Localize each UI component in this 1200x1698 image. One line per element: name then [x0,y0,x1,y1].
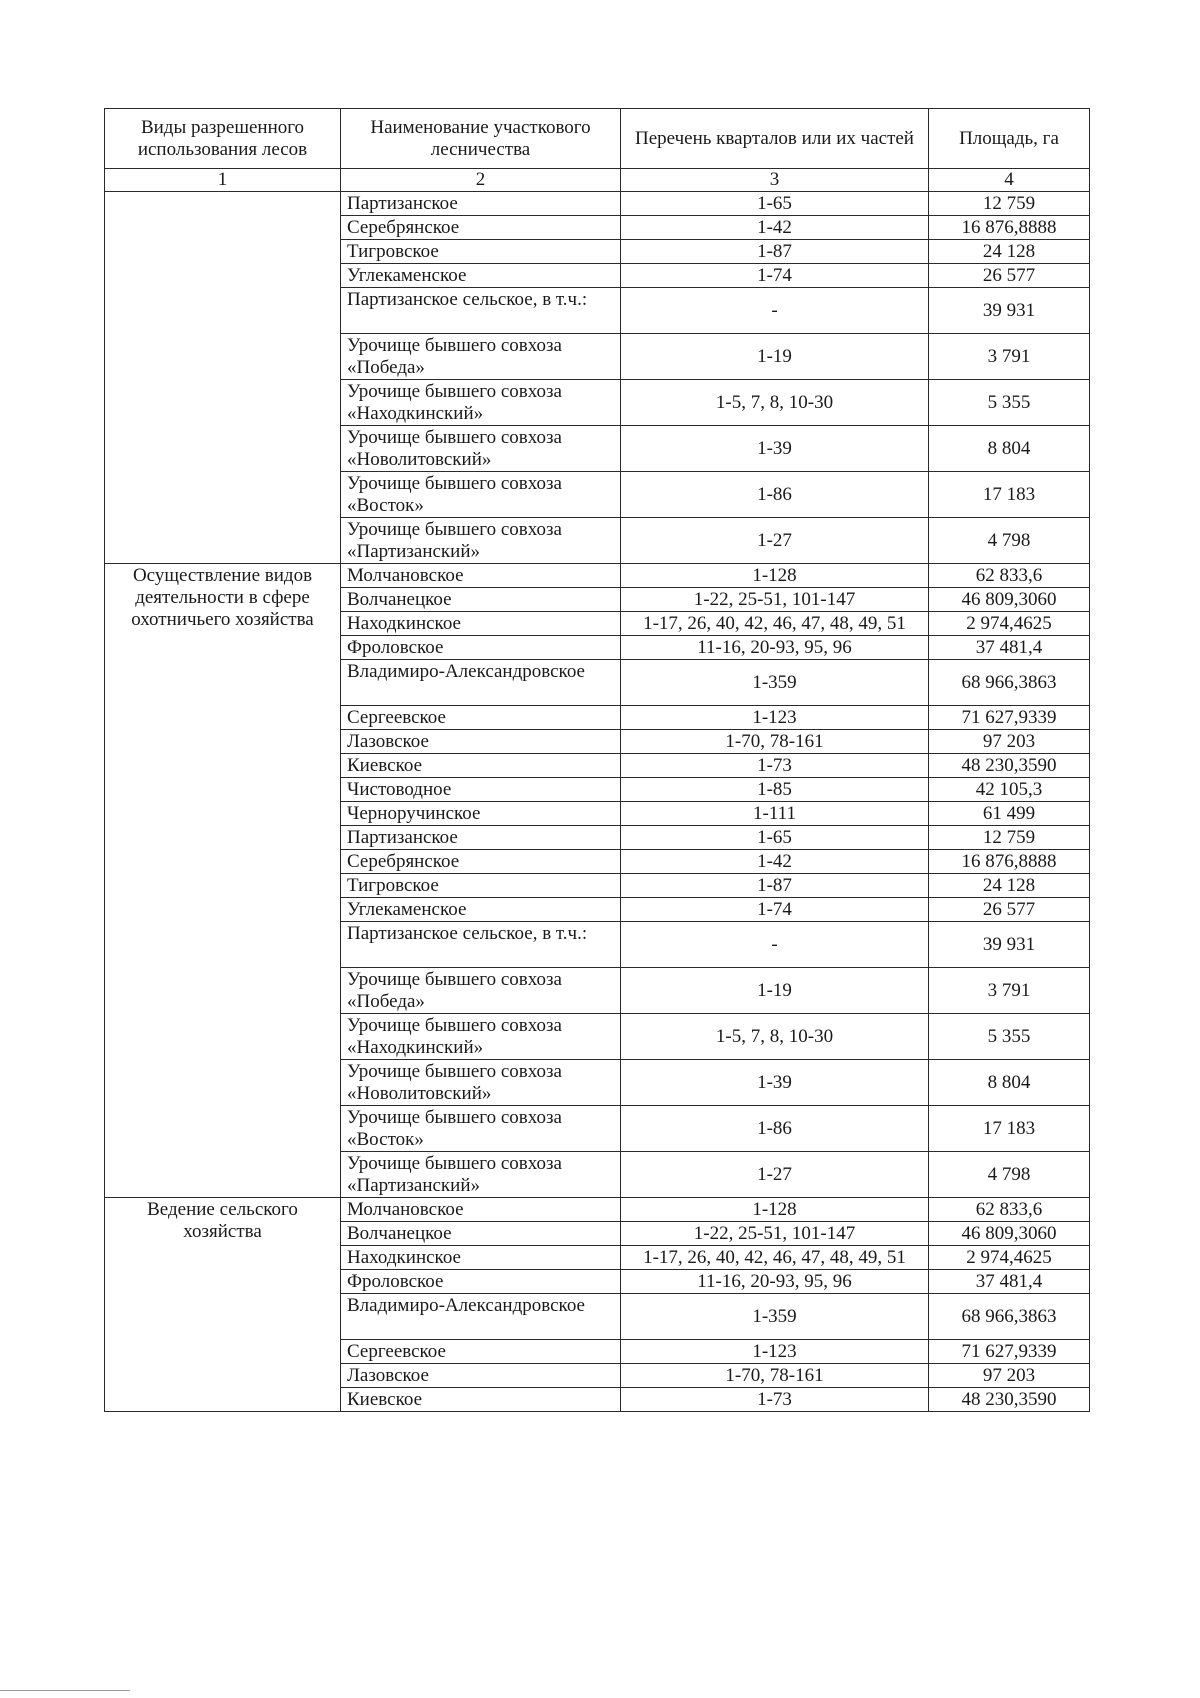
quarters-cell: 1-27 [621,1152,929,1198]
forestry-name-cell: Урочище бывшего совхоза «Новолитовский» [341,1060,621,1106]
quarters-cell: 1-359 [621,660,929,706]
area-cell: 48 230,3590 [929,1388,1090,1412]
forestry-name-cell: Чистоводное [341,778,621,802]
forestry-name-cell: Черноручинское [341,802,621,826]
area-cell: 42 105,3 [929,778,1090,802]
forestry-name-cell: Урочище бывшего совхоза «Находкинский» [341,380,621,426]
area-cell: 46 809,3060 [929,1222,1090,1246]
quarters-cell: 1-74 [621,898,929,922]
area-cell: 26 577 [929,264,1090,288]
area-cell: 12 759 [929,826,1090,850]
quarters-cell: 1-17, 26, 40, 42, 46, 47, 48, 49, 51 [621,612,929,636]
use-type-cell [105,192,341,564]
area-cell: 5 355 [929,1014,1090,1060]
header-number: 2 [341,169,621,192]
header-number-row [105,169,1090,192]
area-cell: 2 974,4625 [929,1246,1090,1270]
quarters-cell: 1-17, 26, 40, 42, 46, 47, 48, 49, 51 [621,1246,929,1270]
quarters-cell: 1-65 [621,826,929,850]
quarters-cell: 1-128 [621,1198,929,1222]
quarters-cell: 1-19 [621,968,929,1014]
quarters-cell: 1-22, 25-51, 101-147 [621,1222,929,1246]
forestry-name-cell: Урочище бывшего совхоза «Партизанский» [341,518,621,564]
use-type-cell: Ведение сельского хозяйства [105,1198,341,1412]
forestry-name-cell: Тигровское [341,874,621,898]
quarters-cell: - [621,922,929,968]
table-row [105,564,1090,588]
forestry-name-cell: Сергеевское [341,1340,621,1364]
forestry-name-cell: Находкинское [341,1246,621,1270]
area-cell: 16 876,8888 [929,216,1090,240]
forestry-name-cell: Партизанское сельское, в т.ч.: [341,288,621,334]
forestry-name-cell: Волчанецкое [341,1222,621,1246]
header-number: 1 [105,169,341,192]
area-cell: 48 230,3590 [929,754,1090,778]
header-number: 4 [929,169,1090,192]
header-quarters: Перечень кварталов или их частей [621,109,929,169]
table-row [105,1198,1090,1222]
quarters-cell: - [621,288,929,334]
header-row [105,109,1090,169]
area-cell: 68 966,3863 [929,1294,1090,1340]
forestry-name-cell: Партизанское [341,192,621,216]
header-number: 3 [621,169,929,192]
forestry-name-cell: Урочище бывшего совхоза «Победа» [341,334,621,380]
quarters-cell: 11-16, 20-93, 95, 96 [621,636,929,660]
quarters-cell: 1-74 [621,264,929,288]
quarters-cell: 1-70, 78-161 [621,730,929,754]
forestry-name-cell: Молчановское [341,1198,621,1222]
quarters-cell: 1-5, 7, 8, 10-30 [621,380,929,426]
area-cell: 37 481,4 [929,1270,1090,1294]
forestry-name-cell: Фроловское [341,636,621,660]
quarters-cell: 1-86 [621,472,929,518]
area-cell: 39 931 [929,922,1090,968]
forestry-name-cell: Партизанское сельское, в т.ч.: [341,922,621,968]
table-body [105,192,1090,1412]
forestry-name-cell: Тигровское [341,240,621,264]
quarters-cell: 1-87 [621,874,929,898]
use-type-cell: Осуществление видов деятельности в сфере охотничьего хозяйства [105,564,341,1198]
area-cell: 3 791 [929,334,1090,380]
area-cell: 39 931 [929,288,1090,334]
area-cell: 71 627,9339 [929,1340,1090,1364]
forestry-name-cell: Владимиро-Александровское [341,660,621,706]
quarters-cell: 1-27 [621,518,929,564]
forestry-name-cell: Серебрянское [341,850,621,874]
area-cell: 8 804 [929,426,1090,472]
area-cell: 3 791 [929,968,1090,1014]
forest-use-table [104,108,1090,1412]
area-cell: 97 203 [929,1364,1090,1388]
forestry-name-cell: Урочище бывшего совхоза «Восток» [341,472,621,518]
area-cell: 16 876,8888 [929,850,1090,874]
forestry-name-cell: Волчанецкое [341,588,621,612]
forestry-name-cell: Урочище бывшего совхоза «Победа» [341,968,621,1014]
forestry-name-cell: Лазовское [341,730,621,754]
quarters-cell: 1-70, 78-161 [621,1364,929,1388]
area-cell: 8 804 [929,1060,1090,1106]
area-cell: 24 128 [929,874,1090,898]
quarters-cell: 1-42 [621,216,929,240]
forestry-name-cell: Урочище бывшего совхоза «Новолитовский» [341,426,621,472]
table-row [105,192,1090,216]
forestry-name-cell: Молчановское [341,564,621,588]
header-use-type: Виды разрешенного использования лесов [105,109,341,169]
quarters-cell: 1-39 [621,1060,929,1106]
area-cell: 37 481,4 [929,636,1090,660]
forestry-name-cell: Киевское [341,1388,621,1412]
area-cell: 97 203 [929,730,1090,754]
forestry-name-cell: Фроловское [341,1270,621,1294]
quarters-cell: 1-73 [621,754,929,778]
area-cell: 62 833,6 [929,1198,1090,1222]
area-cell: 2 974,4625 [929,612,1090,636]
quarters-cell: 1-111 [621,802,929,826]
area-cell: 46 809,3060 [929,588,1090,612]
quarters-cell: 1-5, 7, 8, 10-30 [621,1014,929,1060]
scan-edge-line [0,1690,130,1691]
quarters-cell: 1-87 [621,240,929,264]
area-cell: 62 833,6 [929,564,1090,588]
quarters-cell: 1-73 [621,1388,929,1412]
area-cell: 68 966,3863 [929,660,1090,706]
forestry-name-cell: Киевское [341,754,621,778]
quarters-cell: 1-86 [621,1106,929,1152]
quarters-cell: 1-128 [621,564,929,588]
quarters-cell: 11-16, 20-93, 95, 96 [621,1270,929,1294]
area-cell: 61 499 [929,802,1090,826]
quarters-cell: 1-359 [621,1294,929,1340]
forestry-name-cell: Партизанское [341,826,621,850]
forestry-name-cell: Углекаменское [341,898,621,922]
quarters-cell: 1-22, 25-51, 101-147 [621,588,929,612]
area-cell: 4 798 [929,1152,1090,1198]
forestry-name-cell: Урочище бывшего совхоза «Партизанский» [341,1152,621,1198]
forestry-name-cell: Урочище бывшего совхоза «Восток» [341,1106,621,1152]
forestry-name-cell: Находкинское [341,612,621,636]
quarters-cell: 1-19 [621,334,929,380]
forestry-name-cell: Владимиро-Александровское [341,1294,621,1340]
forestry-name-cell: Сергеевское [341,706,621,730]
area-cell: 26 577 [929,898,1090,922]
area-cell: 12 759 [929,192,1090,216]
forestry-name-cell: Углекаменское [341,264,621,288]
area-cell: 24 128 [929,240,1090,264]
quarters-cell: 1-85 [621,778,929,802]
forestry-name-cell: Серебрянское [341,216,621,240]
area-cell: 5 355 [929,380,1090,426]
quarters-cell: 1-123 [621,1340,929,1364]
quarters-cell: 1-39 [621,426,929,472]
quarters-cell: 1-123 [621,706,929,730]
area-cell: 71 627,9339 [929,706,1090,730]
area-cell: 4 798 [929,518,1090,564]
area-cell: 17 183 [929,1106,1090,1152]
forestry-name-cell: Лазовское [341,1364,621,1388]
forestry-name-cell: Урочище бывшего совхоза «Находкинский» [341,1014,621,1060]
area-cell: 17 183 [929,472,1090,518]
quarters-cell: 1-42 [621,850,929,874]
quarters-cell: 1-65 [621,192,929,216]
header-area: Площадь, га [929,109,1090,169]
header-forestry-name: Наименование участкового лесничества [341,109,621,169]
